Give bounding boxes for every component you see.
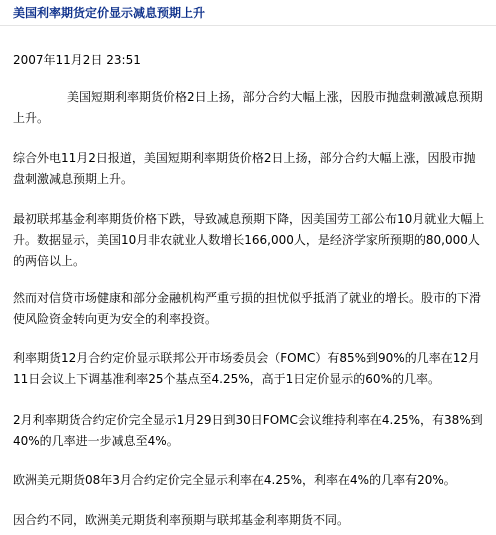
title-bar (0, 0, 496, 26)
paragraph: 最初联邦基金利率期货价格下跌，导致减息预期下降，因美国劳工部公布10月就业大幅上升。数据显示，美国10月非农就业人数增长166,000人，是经济学家所预期的80,000人的两倍以上。 (13, 212, 485, 268)
paragraph: 综合外电11月2日报道，美国短期利率期货价格2日上扬，部分合约大幅上涨，因股市抛盘刺激减息预期上升。 (13, 151, 476, 186)
article-timestamp: 2007年11月2日 23:51 (13, 53, 141, 67)
paragraph-lead: 美国短期利率期货价格2日上扬，部分合约大幅上涨，因股市抛盘刺激减息预期上升。 (13, 90, 483, 125)
paragraph: 因合约不同，欧洲美元期货利率预期与联邦基金利率期货不同。 (13, 513, 350, 527)
article-title: 美国利率期货定价显示减息预期上升 (13, 6, 206, 20)
paragraph: 2月利率期货合约定价完全显示1月29日到30日FOMC会议维持利率在4.25%，有38%到40%的几率进一步减息至4%。 (13, 413, 483, 448)
paragraph: 然而对信贷市场健康和部分金融机构严重亏损的担忧似乎抵消了就业的增长。股市的下滑使风险资金转向更为安全的利率投资。 (13, 291, 482, 326)
paragraph: 利率期货12月合约定价显示联邦公开市场委员会（FOMC）有85%到90%的几率在12月11日会议上下调基准利率25个基点至4.25%，高于1日定价显示的60%的几率。 (13, 351, 480, 386)
title-divider (0, 25, 496, 26)
paragraph: 欧洲美元期货08年3月合约定价完全显示利率在4.25%，利率在4%的几率有20%。 (13, 473, 456, 487)
